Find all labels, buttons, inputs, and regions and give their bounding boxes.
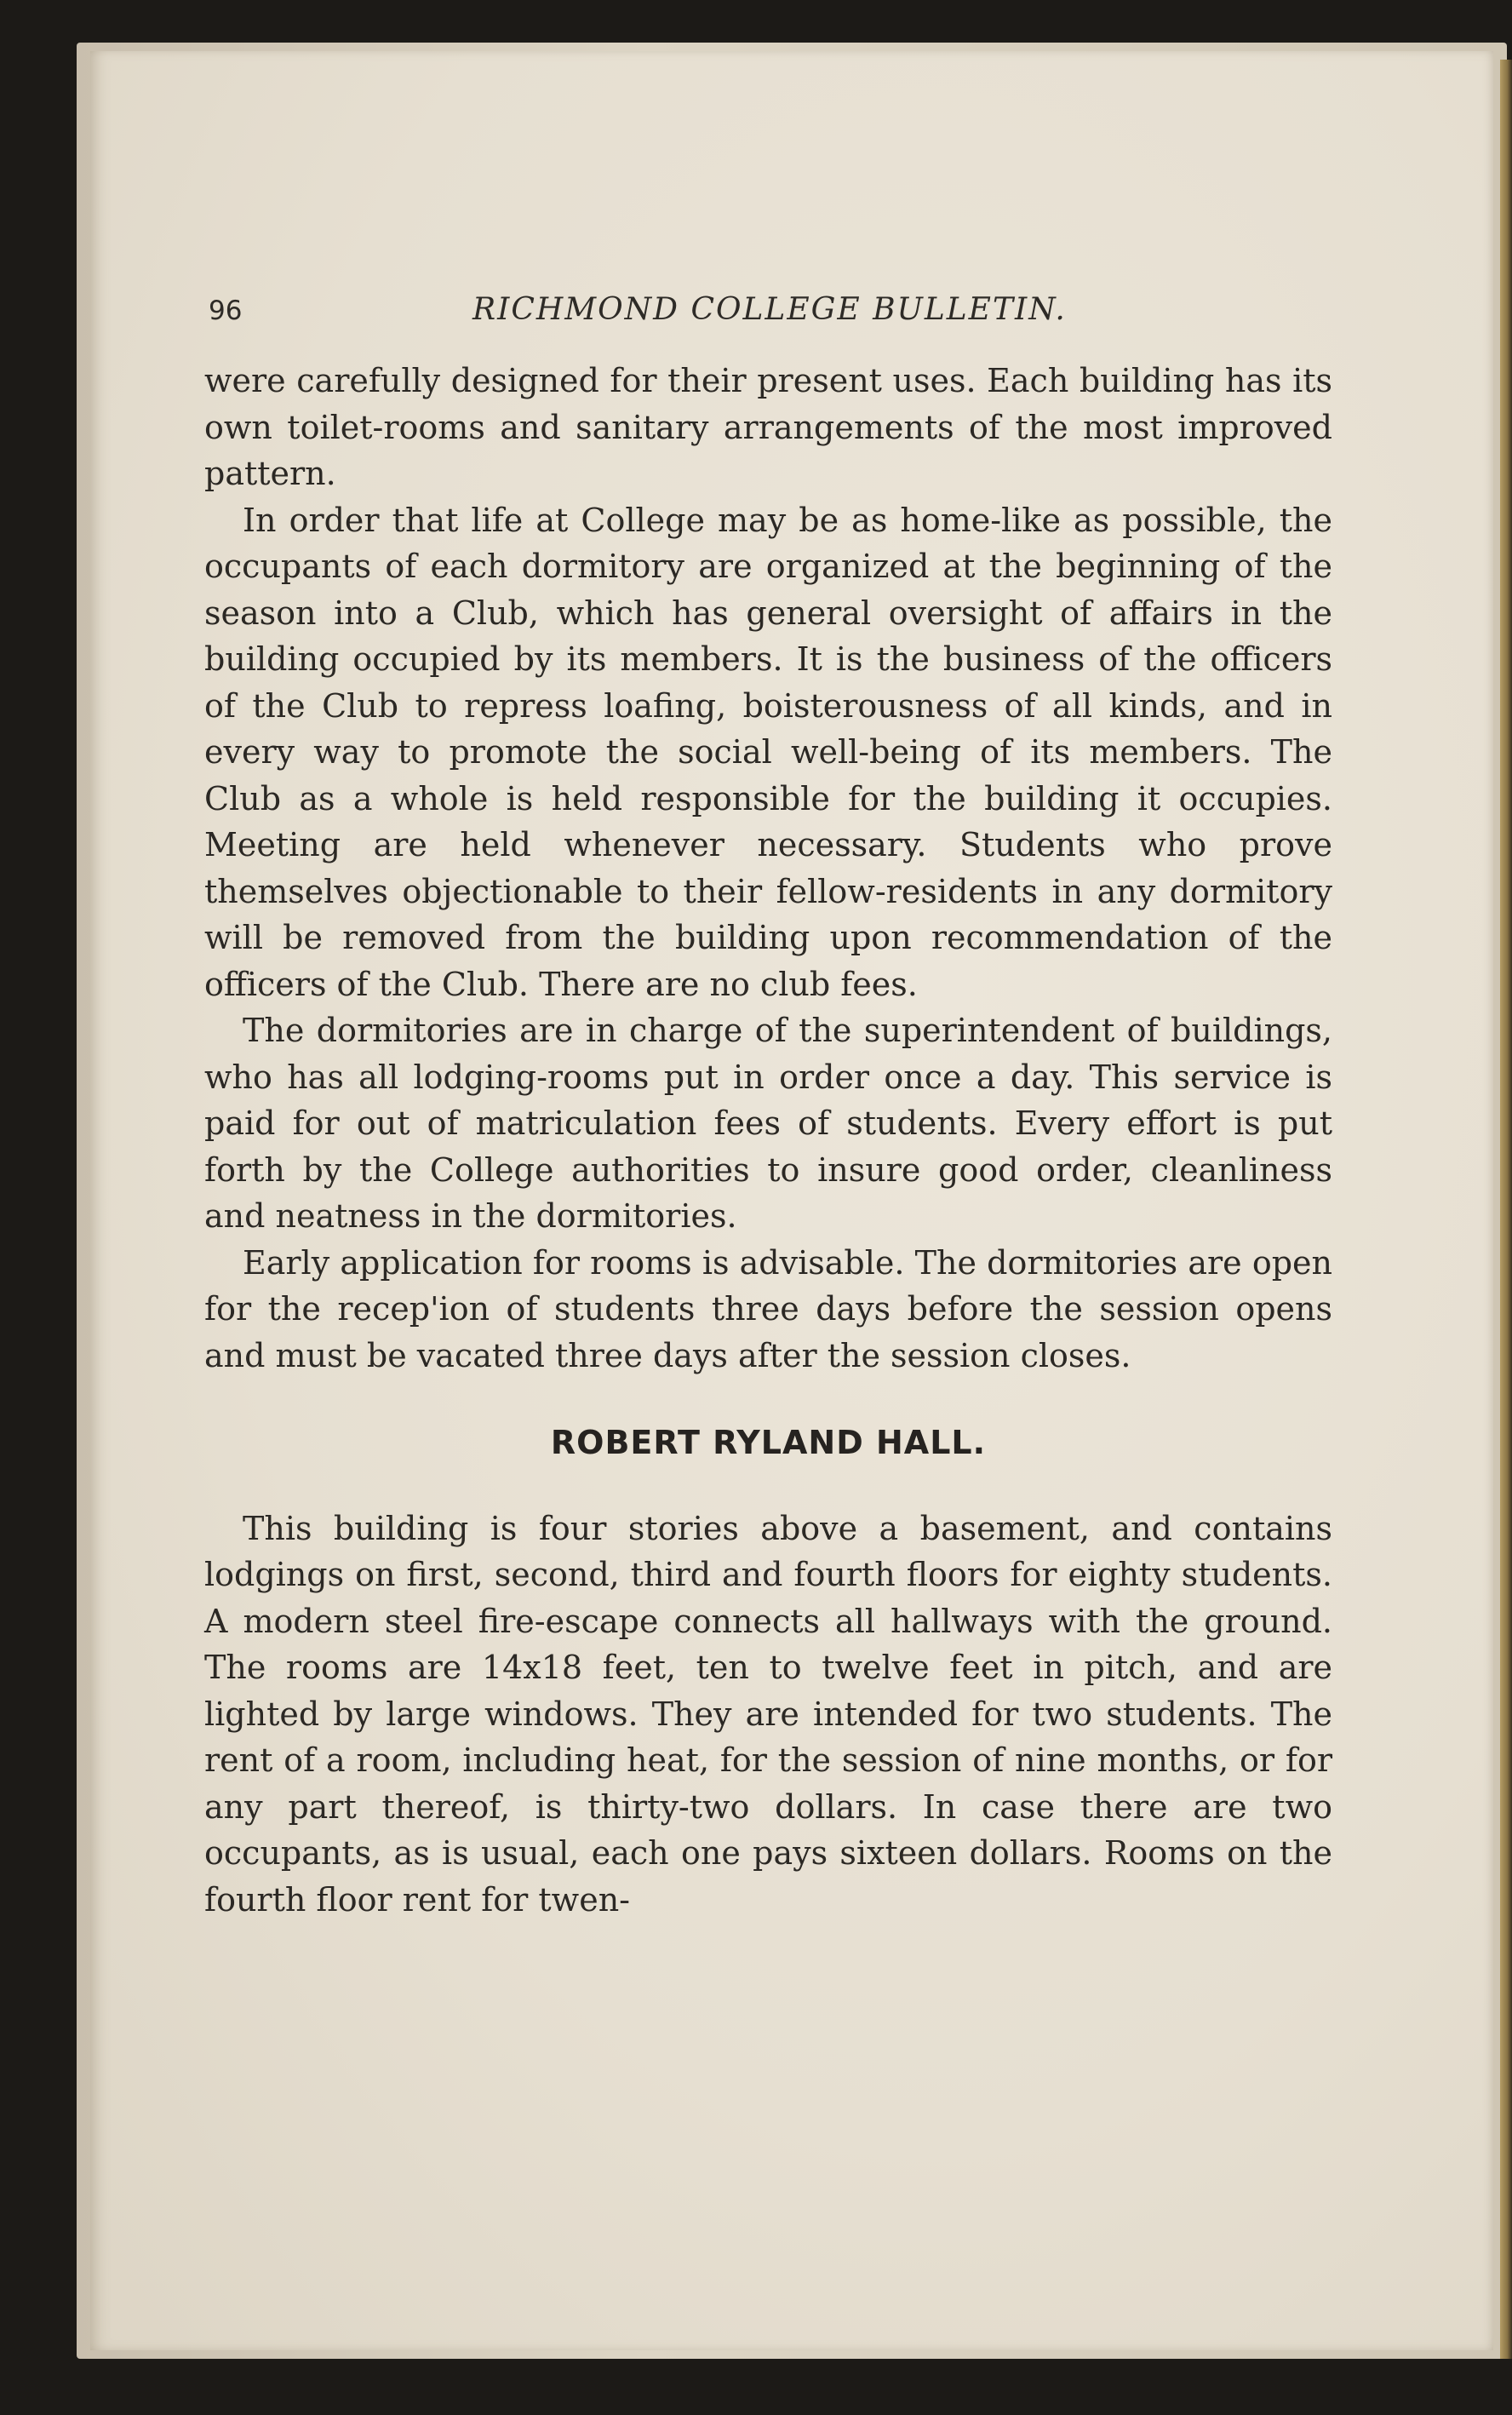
paragraph-superintendent: The dormitories are in charge of the superintendent of buildings, who has all lodging-rooms put in order once a day. This service is paid for out of matriculation fees of students. Every effort is put forth by the College authorities to insure good order, cleanliness and neatness in the dormitories. bbox=[204, 1012, 1332, 1235]
page-number: 96 bbox=[209, 295, 243, 326]
page-body bbox=[204, 358, 1332, 1923]
paragraph-continued: were carefully designed for their present uses. Each building has its own toilet-rooms and sanitary arrangements of the most improved pattern. bbox=[204, 362, 1332, 492]
running-title: RICHMOND COLLEGE BULLETIN. bbox=[472, 292, 1067, 327]
paragraph-application: Early application for rooms is advisable. The dormitories are open for the recep'ion of students three days before the session opens and must be vacated three days after the session closes. bbox=[204, 1243, 1332, 1374]
paragraph-ryland-hall: This building is four stories above a basement, and contains lodgings on first, second, third and fourth floors for eighty students. A modern steel fire-escape connects all hallways with the ground. The rooms are 14x18 feet, ten to twelve feet in pitch, and are lighted by large windows. They are intended for two students. The rent of a room, including heat, for the session of nine months, or for any part thereof, is thirty-two dollars. In case there are two occupants, as is usual, each one pays sixteen dollars. Rooms on the fourth floor rent for twen- bbox=[204, 1509, 1332, 1919]
section-heading: ROBERT RYLAND HALL. bbox=[550, 1424, 987, 1461]
page-header bbox=[209, 285, 1094, 336]
book-spine-edge bbox=[1500, 60, 1512, 2359]
paragraph-club: In order that life at College may be as home-like as possible, the occupants of each dormitory are organized at the beginning of the season into a Club, which has general oversight of affairs in the building occupied by its members. It is the business of the officers of the Club to repress loafing, boisterousness of all kinds, and in every way to promote the social well-being of its members. The Club as a whole is held responsible for the building it occupies. Meeting are held whenever necessary. Students who prove themselves objectionable to their fellow-residents in any dormitory will be removed from the building upon recommendation of the officers of the Club. There are no club fees. bbox=[204, 501, 1332, 1003]
